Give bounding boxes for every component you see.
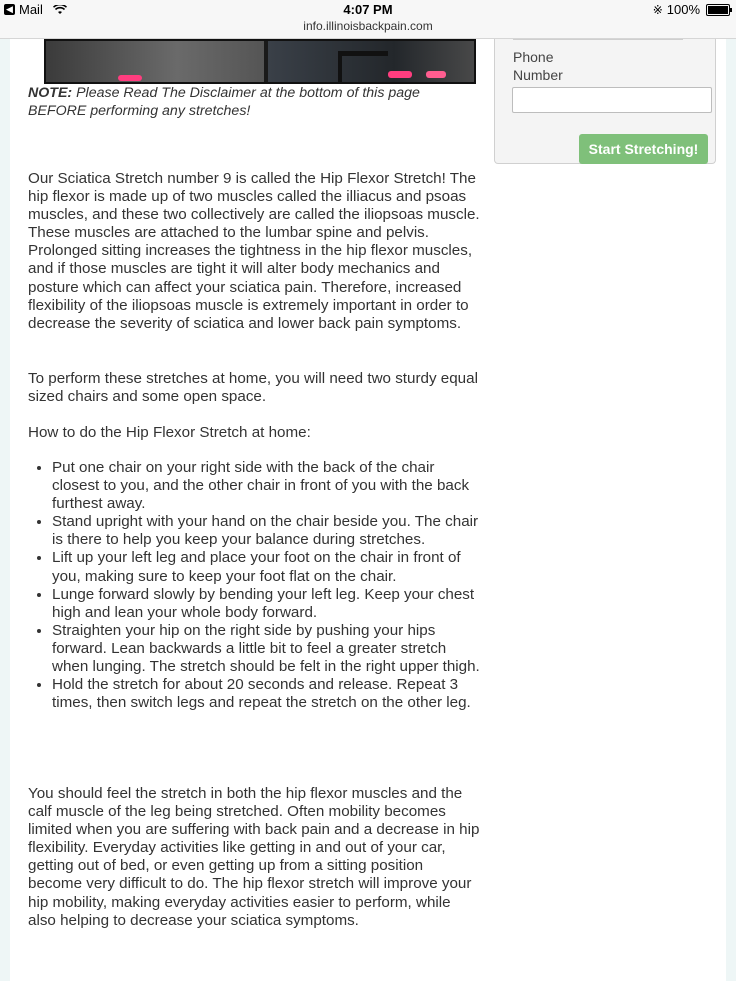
phone-number-input[interactable]: [512, 87, 712, 113]
list-item: • Lunge forward slowly by bending your left leg. Keep your chest high and lean your whole body forward.: [52, 586, 482, 622]
address-bar-url[interactable]: info.illinoisbackpain.com: [303, 19, 433, 33]
steps-list: [28, 459, 482, 712]
list-item: • Straighten your hip on the right side by pushing your hips forward. Lean backwards a little bit to feel a greater stretch when lunging. The stretch should be felt in the right upper thigh.: [52, 622, 482, 676]
shoe-shape: [118, 75, 142, 81]
back-arrow-icon: ◀: [4, 4, 15, 15]
battery-percent: 100%: [666, 2, 700, 17]
stretch-demo-image: [44, 39, 476, 84]
note-label: NOTE:: [28, 85, 73, 101]
closing-paragraph: You should feel the stretch in both the hip flexor muscles and the calf muscle of the leg being stretched. Often mobility becomes limited when you are suffering with back pain and a decrease in hip flexibility. Everyday activities like getting in and out of your car, getting out of bed, or even getting up from a sitting position become very difficult to do. The hip flexor stretch will improve your hip mobility, making everyday activities easier to perform, while also helping to decrease your sciatica symptoms.: [28, 785, 480, 929]
list-item: • Lift up your left leg and place your foot on the chair in front of you, making sure to keep your foot flat on the chair.: [52, 549, 482, 585]
clock: 4:07 PM: [343, 2, 393, 17]
shoe-shape: [388, 71, 412, 78]
list-item: • Put one chair on your right side with the back of the chair closest to you, and the other chair in front of you with the back furthest away.: [52, 459, 482, 513]
start-stretching-button[interactable]: Start Stretching!: [579, 134, 708, 164]
list-item: • Hold the stretch for about 20 seconds and release. Repeat 3 times, then switch legs and repeat the stretch on the other leg.: [52, 676, 482, 712]
image-panel-left: [46, 41, 264, 84]
equipment-paragraph: To perform these stretches at home, you will need two sturdy equal sized chairs and some open space.: [28, 370, 478, 406]
back-app-label: Mail: [19, 2, 43, 17]
status-bar: [0, 0, 736, 39]
intro-paragraph: Our Sciatica Stretch number 9 is called the Hip Flexor Stretch! The hip flexor is made up of two muscles called the illiacus and psoas muscles, and these two collectively are called the iliopsoas muscle. These muscles are attached to the lumbar spine and pelvis. Prolonged sitting increases the tightness in the hip flexor muscles, and if those muscles are tight it will alter body mechanics and posture which can affect your sciatica pain. Therefore, increased flexibility of the iliopsoas muscle is extremely important in order to decrease the severity of sciatica and lower back pain symptoms.: [28, 170, 480, 332]
previous-input-edge: [513, 39, 683, 40]
signup-form: [494, 39, 716, 164]
chair-shape: [338, 51, 388, 84]
note-text: Please Read The Disclaimer at the bottom of this page BEFORE performing any stretches!: [28, 85, 420, 119]
status-right: [653, 2, 730, 17]
bluetooth-icon: ※: [652, 2, 663, 17]
how-to-heading: How to do the Hip Flexor Stretch at home:: [28, 424, 311, 441]
shoe-shape: [426, 71, 446, 78]
battery-icon: [706, 4, 730, 16]
phone-number-label: Phone Number: [513, 49, 563, 83]
disclaimer-note: [28, 84, 478, 120]
list-item: • Stand upright with your hand on the chair beside you. The chair is there to help you keep your balance during stretches.: [52, 513, 482, 549]
